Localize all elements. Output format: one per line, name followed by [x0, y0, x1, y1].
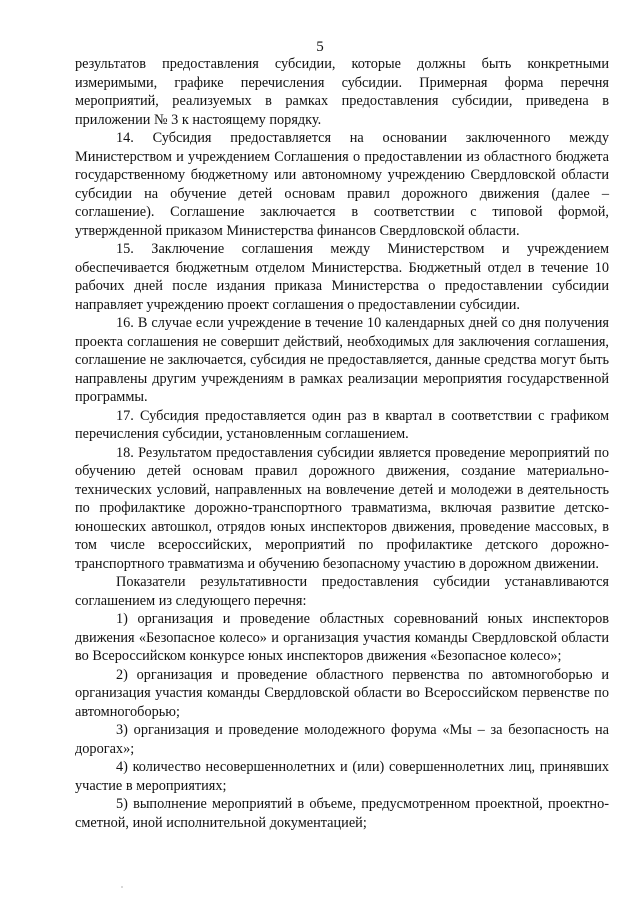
list-item-2: 2) организация и проведение областного первенства по автомногоборью и организация участия команды Свердловской области во Всероссийском первенстве по автомногоборью;: [75, 666, 609, 720]
list-item-1: 1) организация и проведение областных соревнований юных инспекторов движения «Безопасное колесо» и организация участия команды Свердловской области во Всероссийском конкурсе юных инспекторов движения «Безопасное колесо»;: [75, 611, 609, 664]
paragraph-item-14: 14. Субсидия предоставляется на основании заключенного между Министерством и учреждением Соглашения о предоставлении из областного бюджета государственному бюджетному или автономному учреждению Свердловской области субсидии на обучение детей основам правил дорожного движения (далее – соглашение). Соглашение заключается в соответствии с типовой формой, утвержденной приказом Министерства финансов Свердловской области.: [75, 130, 609, 239]
paragraph-item-15: 15. Заключение соглашения между Министерством и учреждением обеспечивается бюджетным отделом Министерства. Бюджетный отдел в течение 10 рабочих дней после издания приказа Министерства о предоставлении субсидии направляет учреждению проект соглашения о предоставлении субсидии.: [75, 241, 609, 313]
list-item-5: 5) выполнение мероприятий в объеме, предусмотренном проектной, проектно-сметной, иной исполнительной документацией;: [75, 796, 609, 831]
page-number: 5: [316, 39, 324, 55]
paragraph-item-17: 17. Субсидия предоставляется один раз в квартал в соответствии с графиком перечисления субсидии, установленным соглашением.: [75, 407, 609, 442]
paragraph-item-16: 16. В случае если учреждение в течение 10 календарных дней со дня получения проекта соглашения не совершит действий, необходимых для заключения соглашения, соглашение не заключается, субсидия не предоставляется, данные средства могут быть направлены другим учреждениям в рамках реализации мероприятия государственной программы.: [75, 315, 609, 405]
paragraph-indicators-intro: Показатели результативности предоставления субсидии устанавливаются соглашением из следующего перечня:: [75, 574, 609, 609]
paragraph-item-18: 18. Результатом предоставления субсидии является проведение мероприятий по обучению детей основам правил дорожного движения, создание материально-технических условий, направленных на вовлечение детей и молодежи в деятельность по профилактике дорожно-транспортного травматизма, включая развитие детско-юношеских автошкол, отрядов юных инспекторов движения, проведение массовых, в том числе всероссийских, мероприятий по профилактике детского дорожно-транспортного травматизма и обучению безопасному участию в дорожном движении.: [75, 444, 609, 572]
scan-speck: [121, 886, 123, 888]
paragraph-intro-continuation: результатов предоставления субсидии, которые должны быть конкретными измеримыми, графике перечисления субсидии. Примерная форма перечня мероприятий, реализуемых в рамках предоставления субсидии, приведена в приложении № 3 к настоящему порядку.: [75, 56, 609, 128]
list-item-4: 4) количество несовершеннолетних и (или) совершеннолетних лиц, принявших участие в мероприятиях;: [75, 759, 609, 794]
list-item-3: 3) организация и проведение молодежного форума «Мы – за безопасность на дорогах»;: [75, 722, 609, 757]
document-body: [75, 55, 609, 832]
